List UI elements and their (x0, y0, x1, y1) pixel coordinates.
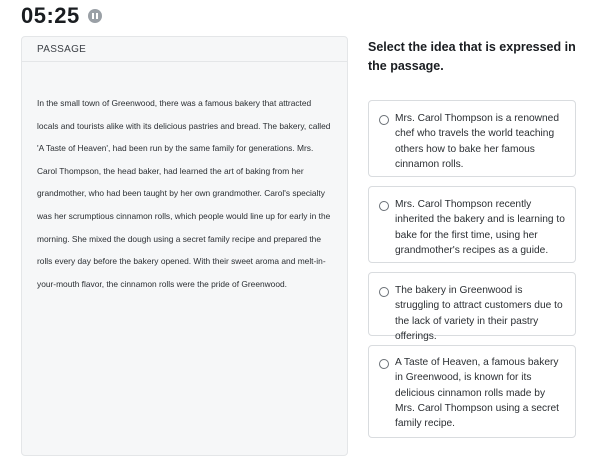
option-label: Mrs. Carol Thompson is a renowned chef who travels the world teaching others how to bake her famous cinnamon rolls. (395, 113, 560, 170)
answer-option-a[interactable] (368, 100, 576, 177)
option-label: Mrs. Carol Thompson recently inherited the bakery and is learning to bake for the first time, using her grandmother's recipes as a guide. (395, 199, 565, 256)
timer (21, 3, 102, 29)
radio-button[interactable] (379, 115, 389, 125)
radio-button[interactable] (379, 201, 389, 211)
pause-icon[interactable] (88, 9, 102, 23)
option-label: A Taste of Heaven, a famous bakery in Greenwood, is known for its delicious cinnamon rolls made by Mrs. Carol Thompson using a secret family recipe. (395, 357, 560, 430)
passage-panel (21, 36, 348, 456)
radio-button[interactable] (379, 359, 389, 369)
passage-header: PASSAGE (22, 37, 347, 62)
option-label: The bakery in Greenwood is struggling to attract customers due to the lack of variety in their pastry offerings. (395, 285, 563, 342)
answer-option-d[interactable] (368, 345, 576, 438)
passage-text: In the small town of Greenwood, there was a famous bakery that attracted locals and tourists alike with its delicious pastries and bread. The bakery, called 'A Taste of Heaven', had been run by the same family for generations. Mrs. Carol Thompson, the head baker, had learned the art of baking from her grandmother, who had been taught by her own grandmother. Carol's specialty was her scrumptious cinnamon rolls, which people would line up for early in the morning. She mixed the dough using a secret family recipe and prepared the rolls every day before the bakery opened. With their sweet aroma and melt-in-your-mouth flavor, the cinnamon rolls were the pride of Greenwood. (37, 98, 331, 289)
timer-text: 05:25 (21, 3, 80, 28)
answer-option-b[interactable] (368, 186, 576, 263)
question-prompt: Select the idea that is expressed in the passage. (368, 40, 576, 73)
answer-option-c[interactable] (368, 272, 576, 342)
radio-button[interactable] (379, 287, 389, 297)
